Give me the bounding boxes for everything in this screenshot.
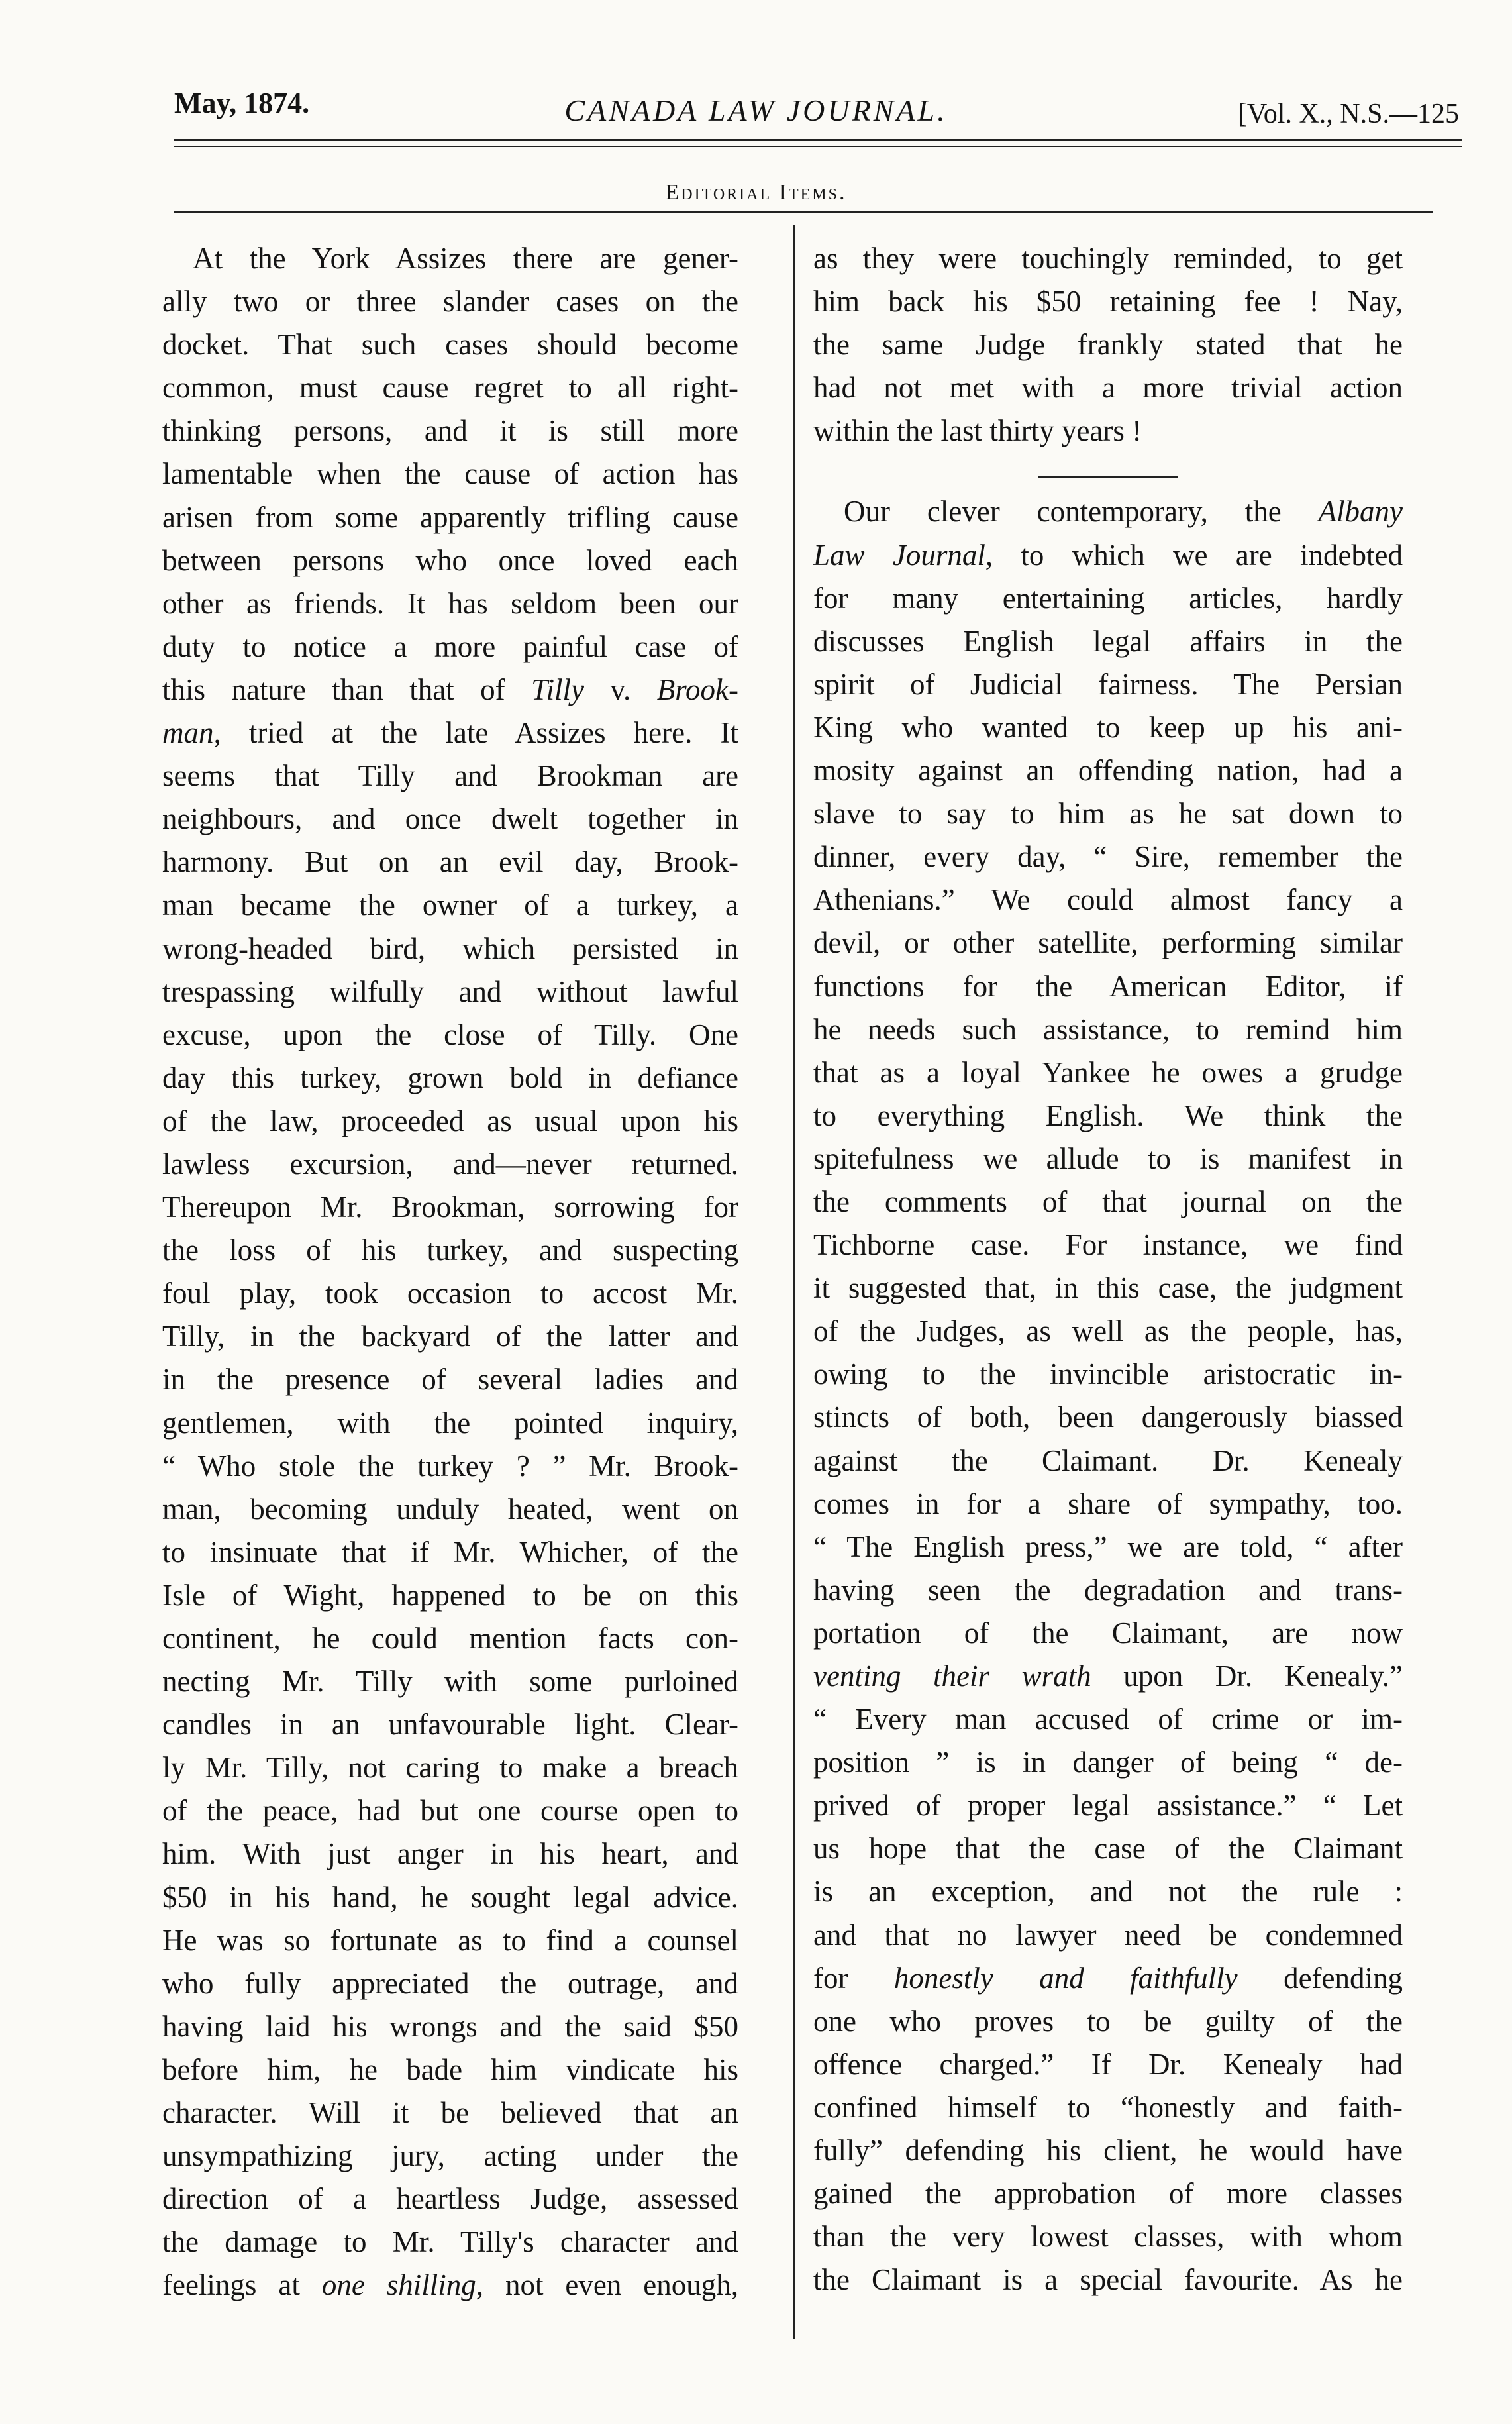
text-line: against the Claimant. Dr. Kenealy bbox=[813, 1444, 1403, 1477]
text-line: portation of the Claimant, are now bbox=[813, 1616, 1403, 1650]
text-line: Athenians.” We could almost fancy a bbox=[813, 883, 1403, 917]
text-line: mosity against an offending nation, had a bbox=[813, 754, 1403, 788]
text-line bbox=[813, 534, 1403, 577]
text-line: us hope that the case of the Claimant bbox=[813, 1832, 1403, 1866]
text-line: necting Mr. Tilly with some purloined bbox=[162, 1665, 738, 1699]
text-line: to everything English. We think the bbox=[813, 1098, 1403, 1132]
text-line: functions for the American Editor, if bbox=[813, 969, 1403, 1003]
text-line: the comments of that journal on the bbox=[813, 1185, 1403, 1218]
column-divider bbox=[793, 225, 795, 2339]
text-line: the Claimant is a special favourite. As he bbox=[813, 2263, 1403, 2297]
text-run: not even enough, bbox=[483, 2268, 738, 2302]
text-line: than the very lowest classes, with whom bbox=[813, 2220, 1403, 2254]
text-line: day this turkey, grown bold in defiance bbox=[162, 1061, 738, 1094]
text-line bbox=[813, 490, 1403, 533]
text-line: as they were touchingly reminded, to get bbox=[813, 242, 1403, 275]
text-line: Thereupon Mr. Brookman, sorrowing for bbox=[162, 1190, 738, 1224]
text-line: lawless excursion, and—never returned. bbox=[162, 1147, 738, 1181]
text-line: spirit of Judicial fairness. The Persian bbox=[813, 667, 1403, 701]
text-line: one who proves to be guilty of the bbox=[813, 2004, 1403, 2038]
text-line: had not met with a more trivial action bbox=[813, 371, 1403, 405]
text-line: he needs such assistance, to remind him bbox=[813, 1012, 1403, 1046]
text-line: slave to say to him as he sat down to bbox=[813, 797, 1403, 831]
text-line: excuse, upon the close of Tilly. One bbox=[162, 1018, 738, 1051]
emphasis-italic: one shilling, bbox=[321, 2268, 483, 2302]
text-run: v. bbox=[584, 672, 657, 706]
text-line: Tichborne case. For instance, we find bbox=[813, 1228, 1403, 1262]
emphasis-italic: honestly and faithfully bbox=[893, 1961, 1238, 1995]
text-line: him back his $50 retaining fee ! Nay, bbox=[813, 285, 1403, 319]
text-line: within the last thirty years ! bbox=[813, 414, 1142, 448]
text-line: that as a loyal Yankee he owes a grudge bbox=[813, 1055, 1403, 1089]
text-line: continent, he could mention facts con- bbox=[162, 1622, 738, 1655]
text-line bbox=[813, 1655, 1403, 1698]
text-line: fully” defending his client, he would have bbox=[813, 2134, 1403, 2168]
case-name-italic: Tilly bbox=[531, 672, 585, 706]
text-line: thinking persons, and it is still more bbox=[162, 414, 738, 448]
text-line: having laid his wrongs and the said $50 bbox=[162, 2009, 738, 2043]
paragraph-separator bbox=[1038, 476, 1178, 478]
publication-name-italic: Law Journal, bbox=[813, 538, 993, 572]
text-line: $50 in his hand, he sought legal advice. bbox=[162, 1880, 738, 1914]
text-run: this nature than that of bbox=[162, 672, 531, 706]
text-line: Tilly, in the backyard of the latter and bbox=[162, 1320, 738, 1353]
text-line: to insinuate that if Mr. Whicher, of the bbox=[162, 1535, 738, 1569]
text-line: confined himself to “honestly and faith- bbox=[813, 2090, 1403, 2124]
text-line: At the York Assizes there are gener- bbox=[193, 242, 738, 275]
text-line: trespassing wilfully and without lawful bbox=[162, 975, 738, 1008]
text-line: for many entertaining articles, hardly bbox=[813, 581, 1403, 615]
text-line: owing to the invincible aristocratic in- bbox=[813, 1357, 1403, 1391]
text-line: before him, he bade him vindicate his bbox=[162, 2052, 738, 2086]
text-line: character. Will it be believed that an bbox=[162, 2096, 738, 2130]
section-title: Editorial Items. bbox=[665, 180, 847, 205]
publication-name-italic: Albany bbox=[1318, 495, 1403, 529]
text-line: ally two or three slander cases on the bbox=[162, 285, 738, 319]
text-line: foul play, took occasion to accost Mr. bbox=[162, 1277, 738, 1310]
text-line: “ The English press,” we are told, “ after bbox=[813, 1530, 1403, 1563]
text-line: prived of proper legal assistance.” “ Let bbox=[813, 1789, 1403, 1822]
text-run: tried at the late Assizes here. It bbox=[221, 716, 738, 750]
text-line: of the peace, had but one course open to bbox=[162, 1794, 738, 1828]
text-line: discusses English legal affairs in the bbox=[813, 624, 1403, 658]
text-line: candles in an unfavourable light. Clear- bbox=[162, 1708, 738, 1742]
text-line: position ” is in danger of being “ de- bbox=[813, 1746, 1403, 1779]
text-line: the loss of his turkey, and suspecting bbox=[162, 1234, 738, 1267]
text-line: He was so fortunate as to find a counsel bbox=[162, 1923, 738, 1957]
text-line: gentlemen, with the pointed inquiry, bbox=[162, 1406, 738, 1440]
text-line: direction of a heartless Judge, assessed bbox=[162, 2182, 738, 2216]
text-line: other as friends. It has seldom been our bbox=[162, 586, 738, 620]
emphasis-italic: venting their wrath bbox=[813, 1660, 1091, 1693]
text-line: offence charged.” If Dr. Kenealy had bbox=[813, 2047, 1403, 2081]
text-run: defending bbox=[1237, 1961, 1403, 1995]
text-line: comes in for a share of sympathy, too. bbox=[813, 1487, 1403, 1520]
text-line: arisen from some apparently trifling cause bbox=[162, 500, 738, 534]
text-line: of the law, proceeded as usual upon his bbox=[162, 1104, 738, 1137]
spacer bbox=[813, 452, 1403, 476]
text-line: unsympathizing jury, acting under the bbox=[162, 2139, 738, 2173]
header-date: May, 1874. bbox=[174, 87, 310, 119]
text-line: him. With just anger in his heart, and bbox=[162, 1837, 738, 1871]
text-run: to which we are indebted bbox=[993, 538, 1403, 572]
text-line: duty to notice a more painful case of bbox=[162, 629, 738, 663]
text-line: seems that Tilly and Brookman are bbox=[162, 759, 738, 793]
text-line: devil, or other satellite, performing similar bbox=[813, 926, 1403, 960]
text-line bbox=[813, 1957, 1403, 2000]
text-line bbox=[162, 2264, 738, 2307]
text-line bbox=[162, 711, 738, 755]
text-line: spitefulness we allude to is manifest in bbox=[813, 1141, 1403, 1175]
text-line: common, must cause regret to all right- bbox=[162, 371, 738, 405]
case-name-italic: Brook- bbox=[656, 672, 738, 706]
text-line: neighbours, and once dwelt together in bbox=[162, 802, 738, 836]
text-line: “ Who stole the turkey ? ” Mr. Brook- bbox=[162, 1449, 738, 1483]
text-line: and that no lawyer need be condemned bbox=[813, 1918, 1403, 1952]
text-line: harmony. But on an evil day, Brook- bbox=[162, 845, 738, 879]
text-line: in the presence of several ladies and bbox=[162, 1363, 738, 1396]
text-run: for bbox=[813, 1961, 894, 1995]
text-line bbox=[162, 668, 738, 711]
text-run: feelings at bbox=[162, 2268, 322, 2302]
text-line: ly Mr. Tilly, not caring to make a breach bbox=[162, 1751, 738, 1785]
left-column bbox=[162, 237, 738, 2307]
text-line: the damage to Mr. Tilly's character and bbox=[162, 2225, 738, 2259]
header-rule-top bbox=[174, 139, 1462, 141]
section-rule bbox=[174, 211, 1433, 213]
text-line: who fully appreciated the outrage, and bbox=[162, 1966, 738, 2000]
text-line: man, becoming unduly heated, went on bbox=[162, 1492, 738, 1526]
text-line: dinner, every day, “ Sire, remember the bbox=[813, 840, 1403, 874]
text-line: between persons who once loved each bbox=[162, 543, 738, 577]
text-line: is an exception, and not the rule : bbox=[813, 1875, 1403, 1909]
text-line: the same Judge frankly stated that he bbox=[813, 328, 1403, 362]
text-line: man became the owner of a turkey, a bbox=[162, 888, 738, 922]
journal-title: CANADA LAW JOURNAL. bbox=[564, 93, 948, 127]
text-line: having seen the degradation and trans- bbox=[813, 1573, 1403, 1607]
header-rule-bottom bbox=[174, 146, 1462, 147]
volume-page-number: [Vol. X., N.S.—125 bbox=[1237, 99, 1459, 129]
text-run: Our clever contemporary, the bbox=[844, 495, 1319, 529]
text-line: Isle of Wight, happened to be on this bbox=[162, 1578, 738, 1612]
right-column bbox=[813, 237, 1403, 2301]
text-line: “ Every man accused of crime or im- bbox=[813, 1703, 1403, 1736]
case-name-italic: man, bbox=[162, 716, 221, 750]
text-line: gained the approbation of more classes bbox=[813, 2177, 1403, 2211]
text-line: King who wanted to keep up his ani- bbox=[813, 710, 1403, 744]
text-line: stincts of both, been dangerously biassed bbox=[813, 1400, 1403, 1434]
text-run: upon Dr. Kenealy.” bbox=[1091, 1660, 1403, 1693]
text-line: lamentable when the cause of action has bbox=[162, 457, 738, 491]
text-line: wrong-headed bird, which persisted in bbox=[162, 931, 738, 965]
text-line: of the Judges, as well as the people, has, bbox=[813, 1314, 1403, 1348]
text-line: it suggested that, in this case, the judgment bbox=[813, 1271, 1403, 1305]
text-line: docket. That such cases should become bbox=[162, 328, 738, 362]
